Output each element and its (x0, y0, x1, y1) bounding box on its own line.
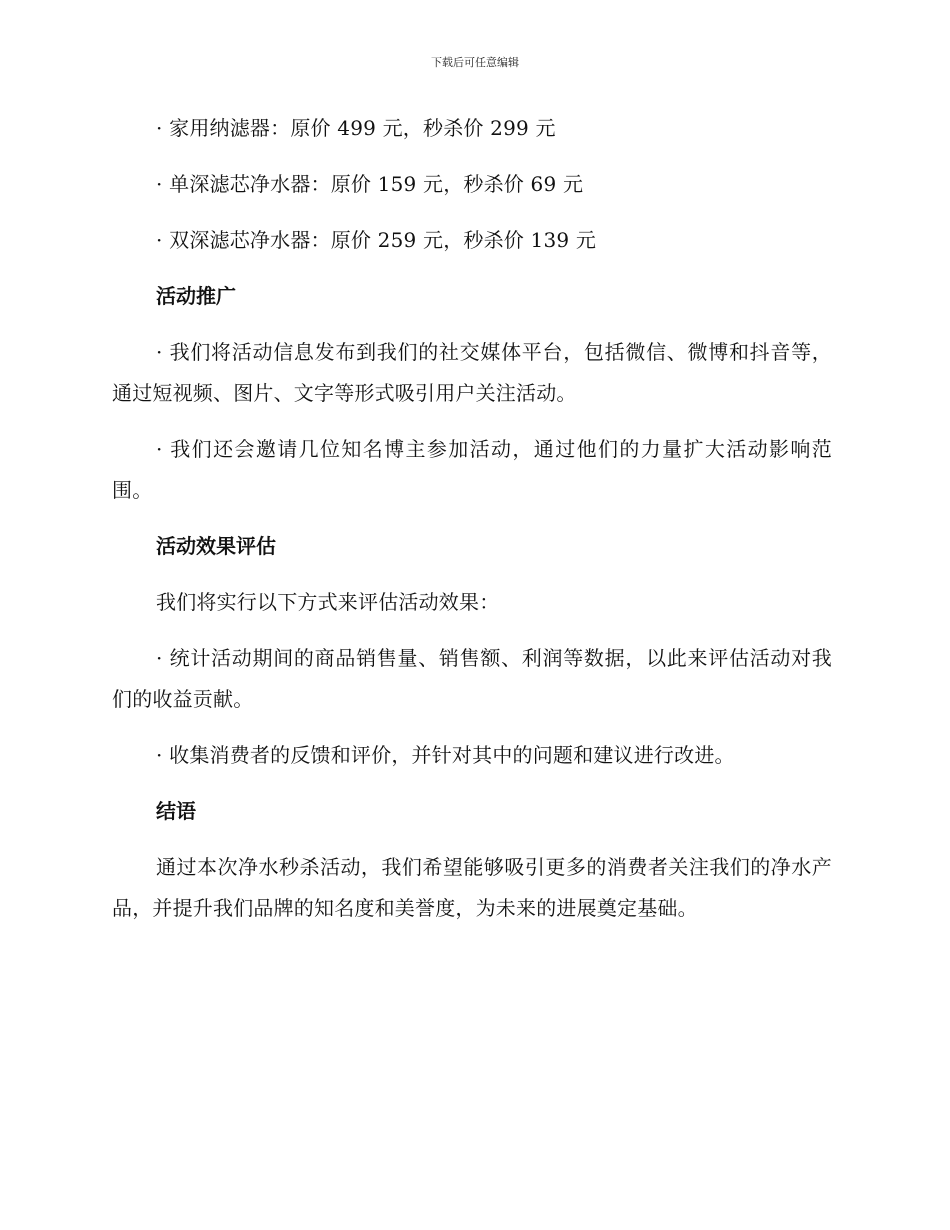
promotion-item-bloggers: · 我们还会邀请几位知名博主参加活动，通过他们的力量扩大活动影响范围。 (112, 437, 832, 502)
section-heading-conclusion: 结语 (156, 799, 196, 823)
section-heading-evaluation: 活动效果评估 (156, 534, 276, 558)
promotion-item-social-media: · 我们将活动信息发布到我们的社交媒体平台，包括微信、微博和抖音等，通过短视频、图片、文字等形式吸引用户关注活动。 (112, 340, 832, 405)
price-item-single-filter-purifier: · 单深滤芯净水器：原价 159 元，秒杀价 69 元 (156, 172, 584, 196)
evaluation-item-sales-stats: · 统计活动期间的商品销售量、销售额、利润等数据，以此来评估活动对我们的收益贡献。 (112, 646, 832, 711)
evaluation-intro: 我们将实行以下方式来评估活动效果： (156, 590, 500, 614)
price-item-home-nanofilter: · 家用纳滤器：原价 499 元，秒杀价 299 元 (156, 116, 556, 140)
evaluation-item-feedback: · 收集消费者的反馈和评价，并针对其中的问题和建议进行改进。 (156, 743, 735, 767)
document-body (112, 108, 832, 944)
header-note: 下载后可任意编辑 (431, 56, 519, 69)
section-heading-promotion: 活动推广 (156, 284, 236, 308)
conclusion-text: 通过本次净水秒杀活动，我们希望能够吸引更多的消费者关注我们的净水产品，并提升我们品牌的知名度和美誉度，为未来的进展奠定基础。 (112, 855, 832, 920)
price-item-double-filter-purifier: · 双深滤芯净水器：原价 259 元，秒杀价 139 元 (156, 228, 597, 252)
